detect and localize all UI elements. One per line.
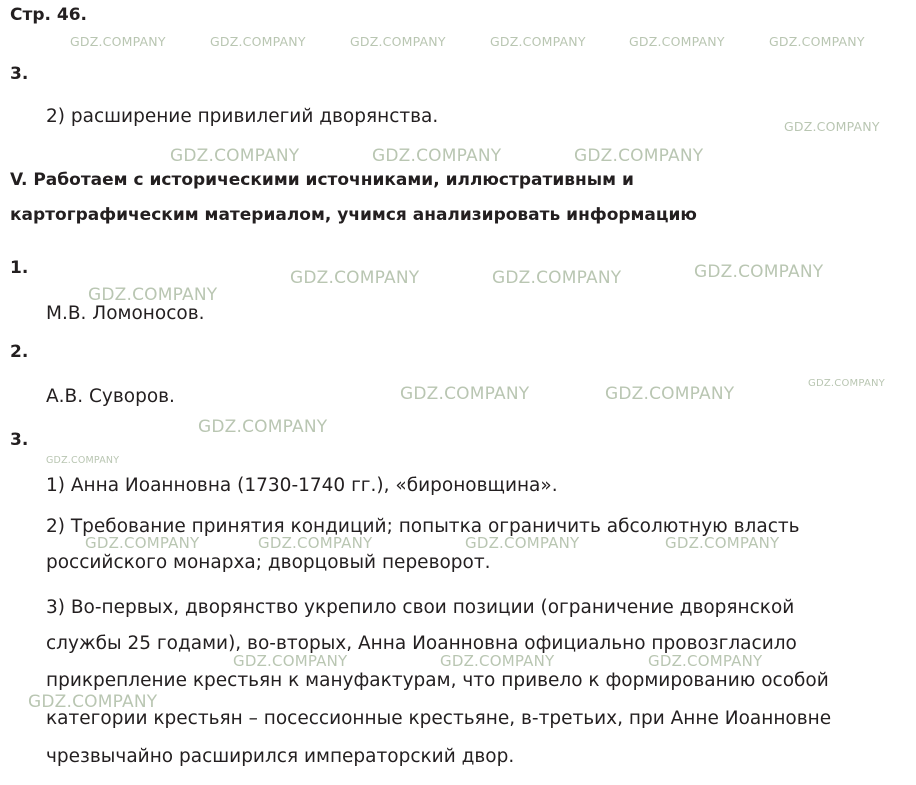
watermark: GDZ.COMPANY bbox=[440, 652, 555, 670]
watermark: GDZ.COMPANY bbox=[290, 268, 420, 288]
answer-3-item-3-line-5: чрезвычайно расширился императорский двор. bbox=[46, 746, 515, 767]
watermark: GDZ.COMPANY bbox=[629, 34, 725, 49]
watermark: GDZ.COMPANY bbox=[769, 34, 865, 49]
watermark: GDZ.COMPANY bbox=[694, 262, 824, 282]
answer-1: М.В. Ломоносов. bbox=[46, 303, 205, 324]
answer-3-item-2-line-1: 2) Требование принятия кондиций; попытка ограничить абсолютную власть bbox=[46, 516, 800, 537]
answer-3-item-3-line-2: службы 25 годами), во-вторых, Анна Иоанновна официально провозгласило bbox=[46, 633, 797, 654]
watermark: GDZ.COMPANY bbox=[372, 146, 502, 166]
watermark: GDZ.COMPANY bbox=[233, 652, 348, 670]
watermark: GDZ.COMPANY bbox=[258, 534, 373, 552]
question-number-3: 3. bbox=[10, 430, 29, 450]
watermark: GDZ.COMPANY bbox=[46, 455, 120, 466]
answer-3-top: 2) расширение привилегий дворянства. bbox=[46, 106, 439, 127]
watermark: GDZ.COMPANY bbox=[198, 417, 328, 437]
watermark: GDZ.COMPANY bbox=[648, 652, 763, 670]
watermark: GDZ.COMPANY bbox=[210, 34, 306, 49]
watermark: GDZ.COMPANY bbox=[605, 384, 735, 404]
question-number-3-top: 3. bbox=[10, 64, 29, 84]
watermark: GDZ.COMPANY bbox=[85, 534, 200, 552]
watermark: GDZ.COMPANY bbox=[490, 34, 586, 49]
section-title-line-1: V. Работаем с историческими источниками, иллюстративным и bbox=[10, 170, 634, 190]
answer-3-item-1: 1) Анна Иоанновна (1730-1740 гг.), «бироновщина». bbox=[46, 475, 558, 496]
watermark: GDZ.COMPANY bbox=[88, 285, 218, 305]
question-number-1: 1. bbox=[10, 258, 29, 278]
watermark: GDZ.COMPANY bbox=[170, 146, 300, 166]
watermark: GDZ.COMPANY bbox=[350, 34, 446, 49]
section-title-line-2: картографическим материалом, учимся анализировать информацию bbox=[10, 205, 697, 225]
answer-3-item-3-line-1: 3) Во-первых, дворянство укрепило свои позиции (ограничение дворянской bbox=[46, 597, 795, 618]
watermark: GDZ.COMPANY bbox=[574, 146, 704, 166]
watermark: GDZ.COMPANY bbox=[70, 34, 166, 49]
watermark: GDZ.COMPANY bbox=[28, 692, 158, 712]
watermark: GDZ.COMPANY bbox=[465, 534, 580, 552]
page-label: Стр. 46. bbox=[10, 5, 87, 25]
question-number-2: 2. bbox=[10, 342, 29, 362]
answer-3-item-2-line-2: российского монарха; дворцовый переворот. bbox=[46, 552, 491, 573]
answer-2: А.В. Суворов. bbox=[46, 386, 175, 407]
watermark: GDZ.COMPANY bbox=[400, 384, 530, 404]
watermark: GDZ.COMPANY bbox=[784, 119, 880, 134]
watermark: GDZ.COMPANY bbox=[492, 268, 622, 288]
watermark: GDZ.COMPANY bbox=[665, 534, 780, 552]
watermark: GDZ.COMPANY bbox=[808, 378, 885, 389]
answer-3-item-3-line-3: прикрепление крестьян к мануфактурам, что привело к формированию особой bbox=[46, 670, 829, 691]
answer-3-item-3-line-4: категории крестьян – посессионные крестьяне, в-третьих, при Анне Иоанновне bbox=[46, 708, 832, 729]
